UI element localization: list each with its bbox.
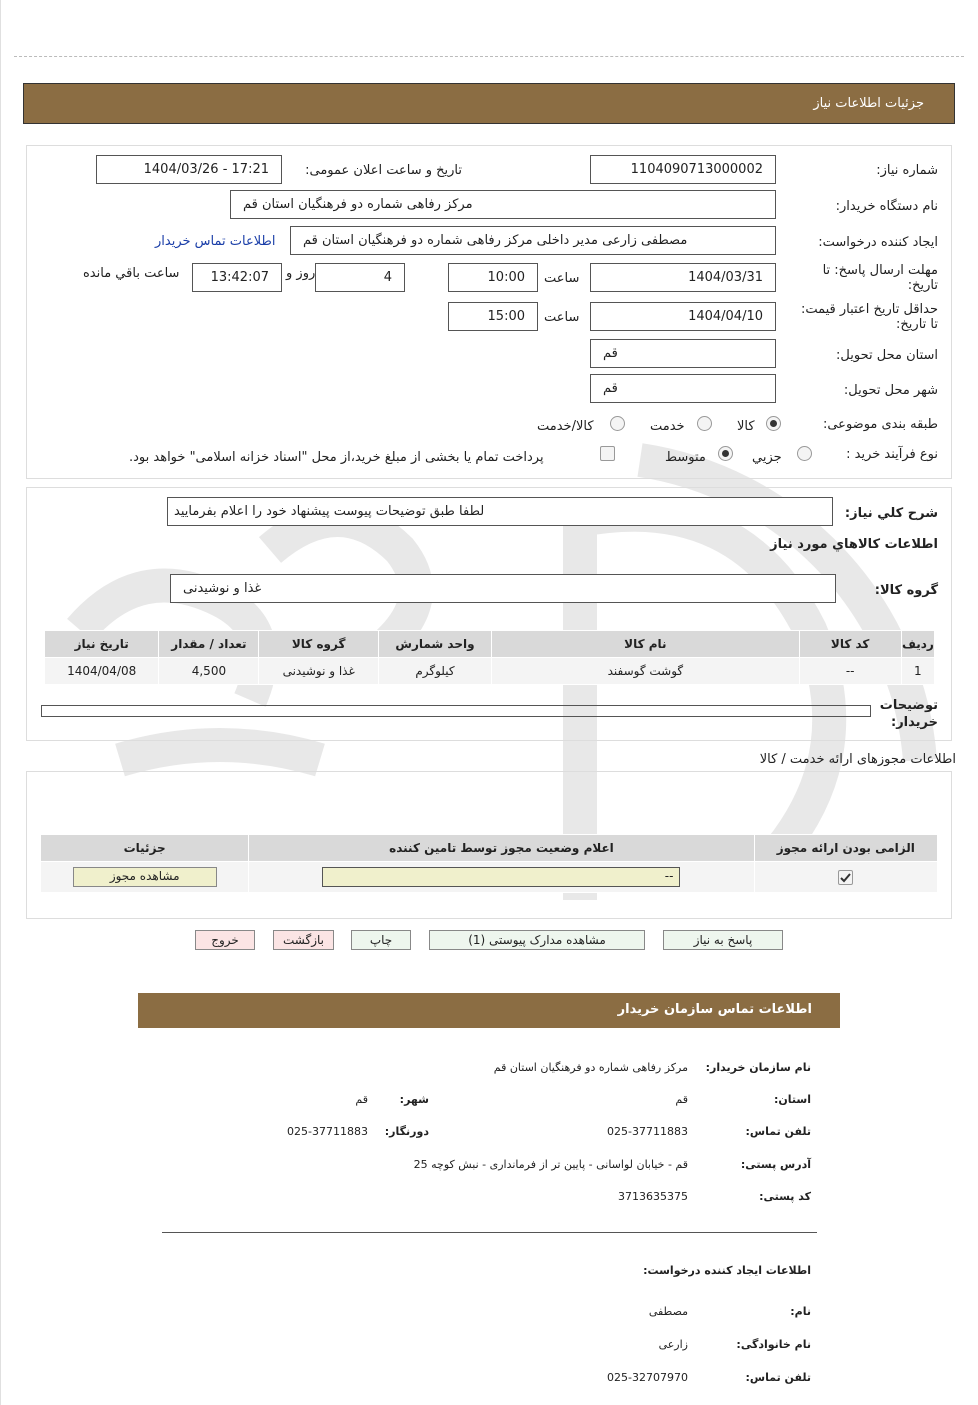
city-label: شهر محل تحویل: — [843, 383, 938, 398]
exit-button[interactable]: خروج — [195, 930, 255, 950]
announce-date-field: 1404/03/26 - 17:21 — [96, 155, 282, 184]
col-permit-required: الزامی بودن ارائه مجوز — [754, 835, 937, 862]
cell-row: 1 — [901, 658, 934, 685]
col-permit-details: جزئیات — [41, 835, 249, 862]
col-permit-status: اعلام وضعیت مجوز توسط تامین کننده — [249, 835, 754, 862]
col-code: کد کالا — [799, 631, 901, 658]
col-name: نام کالا — [492, 631, 799, 658]
contact-province-label: استان: — [774, 1093, 811, 1106]
category-goods-label: کالا — [737, 419, 755, 434]
left-edge-line — [0, 0, 1, 1405]
province-field: قم — [590, 339, 776, 368]
checkmark-icon — [839, 871, 852, 884]
deadline-time-field: 10:00 — [448, 263, 538, 292]
buyer-notes-label: توضیحات خریدار: — [879, 698, 938, 730]
col-row: رديف — [901, 631, 934, 658]
category-both-label: کالا/خدمت — [537, 419, 594, 434]
category-label: طبقه بندی موضوعی: — [822, 417, 938, 432]
contact-city-label: شهر: — [399, 1093, 429, 1106]
cell-group: غذا و نوشیدنی — [259, 658, 378, 685]
contact-province-value: قم — [675, 1093, 688, 1106]
contact-address-label: آدرس پستی: — [740, 1158, 811, 1171]
province-label: استان محل تحویل: — [836, 348, 938, 363]
category-both-radio[interactable] — [610, 416, 625, 431]
contact-phone-value: 025-37711883 — [607, 1125, 688, 1138]
attachments-button[interactable]: مشاهده مدارک پیوستی (1) — [429, 930, 645, 950]
process-minor-radio[interactable] — [797, 446, 812, 461]
buyer-contact-link[interactable]: اطلاعات تماس خریدار — [155, 234, 276, 249]
creator-info-title: اطلاعات ایجاد کننده درخواست: — [643, 1264, 811, 1277]
goods-table — [44, 630, 935, 685]
creator-family-value: زارعی — [658, 1338, 688, 1351]
creator-label: ایجاد کننده درخواست: — [818, 235, 938, 250]
buyer-org-label: نام دستگاه خریدار: — [835, 199, 938, 214]
description-field: لطفا طبق توضیحات پیوست پیشنهاد خود را اعلام بفرمایید — [167, 497, 833, 526]
validity-time-field: 15:00 — [448, 302, 538, 331]
contact-fax-label: دورنگار: — [384, 1125, 429, 1138]
days-label: روز و — [286, 266, 316, 281]
cell-code: -- — [799, 658, 901, 685]
process-label: نوع فرآیند خرید : — [846, 447, 938, 462]
permits-header-row — [41, 835, 938, 862]
city-field: قم — [590, 374, 776, 403]
back-button[interactable]: بازگشت — [273, 930, 334, 950]
cell-unit: کیلوگرم — [378, 658, 491, 685]
creator-name-value: مصطفی — [648, 1305, 688, 1318]
view-permit-button[interactable]: مشاهده مجوز — [73, 867, 217, 887]
goods-info-title: اطلاعات کالاهاي مورد نياز — [770, 537, 938, 552]
category-goods-radio[interactable] — [766, 416, 781, 431]
contact-divider — [162, 1232, 817, 1233]
contact-city-value: قم — [355, 1093, 368, 1106]
col-group: گروه کالا — [259, 631, 378, 658]
cell-qty: 4,500 — [159, 658, 259, 685]
remaining-label: ساعت باقي مانده — [83, 266, 180, 281]
cell-permit-details — [41, 862, 249, 893]
creator-phone-label: تلفن تماس: — [745, 1371, 811, 1384]
deadline-date-field: 1404/03/31 — [590, 263, 776, 292]
contact-fax-value: 025-37711883 — [287, 1125, 368, 1138]
permit-status-field[interactable]: -- — [322, 867, 680, 887]
goods-group-field: غذا و نوشیدنی — [170, 574, 836, 603]
category-service-label: خدمت — [650, 419, 685, 434]
table-row — [45, 658, 935, 685]
deadline-time-label: ساعت — [544, 271, 580, 286]
col-qty: تعداد / مقدار — [159, 631, 259, 658]
creator-phone-value: 025-32707970 — [607, 1371, 688, 1384]
permit-required-checkbox[interactable] — [838, 870, 853, 885]
treasury-payment-note: پرداخت تمام یا بخشی از مبلغ خرید،از محل "اسناد خزانه اسلامی" خواهد بود. — [129, 450, 544, 465]
process-medium-radio[interactable] — [718, 446, 733, 461]
treasury-payment-checkbox[interactable] — [600, 446, 615, 461]
creator-family-label: نام خانوادگی: — [736, 1338, 811, 1351]
need-number-label: شماره نیاز: — [876, 163, 938, 178]
contact-postal-label: کد پستی: — [759, 1190, 811, 1203]
col-unit: واحد شمارش — [378, 631, 491, 658]
permits-title: اطلاعات مجوزهای ارائه خدمت / کالا — [759, 752, 956, 767]
cell-date: 1404/04/08 — [45, 658, 159, 685]
remaining-days-field: 4 — [315, 263, 405, 292]
need-number-field: 1104090713000002 — [590, 155, 776, 184]
creator-field: مصطفی زارعی مدیر داخلی مرکز رفاهی شماره دو فرهنگیان استان قم — [290, 226, 776, 255]
contact-postal-value: 3713635375 — [618, 1190, 688, 1203]
contact-address-value: قم - خیابان لواسانی - پایین تر از فرمانداری - نبش کوچه 25 — [413, 1158, 688, 1171]
category-service-radio[interactable] — [697, 416, 712, 431]
contact-header — [138, 993, 840, 1028]
goods-group-label: گروه کالا: — [874, 583, 938, 598]
contact-phone-label: تلفن تماس: — [745, 1125, 811, 1138]
contact-org-value: مرکز رفاهی شماره دو فرهنگیان استان قم — [493, 1061, 688, 1074]
buyer-notes-field — [41, 705, 871, 717]
col-date: تاریخ نیاز — [45, 631, 159, 658]
description-label: شرح کلي نياز: — [844, 506, 938, 521]
process-medium-label: متوسط — [665, 450, 706, 465]
validity-time-label: ساعت — [544, 310, 580, 325]
contact-title: اطلاعات تماس سازمان خریدار — [617, 1002, 812, 1017]
reply-button[interactable]: پاسخ به نیاز — [663, 930, 783, 950]
buyer-org-field: مرکز رفاهی شماره دو فرهنگیان استان قم — [230, 190, 776, 219]
top-divider — [14, 56, 964, 57]
page-title: جزئیات اطلاعات نیاز — [813, 96, 924, 111]
process-minor-label: جزيي — [752, 450, 782, 465]
table-row — [41, 862, 938, 893]
cell-permit-status — [249, 862, 754, 893]
print-button[interactable]: چاپ — [351, 930, 411, 950]
announce-date-label: تاریخ و ساعت اعلان عمومی: — [305, 163, 462, 178]
contact-org-label: نام سازمان خریدار: — [705, 1061, 811, 1074]
goods-table-header-row — [45, 631, 935, 658]
creator-name-label: نام: — [790, 1305, 811, 1318]
cell-name: گوشت گوسفند — [492, 658, 799, 685]
deadline-label: مهلت ارسال پاسخ: تا تاریخ: — [822, 263, 938, 293]
remaining-time-field: 13:42:07 — [192, 263, 282, 292]
validity-label: حداقل تاریخ اعتبار قیمت: تا تاریخ: — [800, 302, 938, 332]
permits-table — [40, 834, 938, 893]
cell-permit-required — [754, 862, 937, 893]
validity-date-field: 1404/04/10 — [590, 302, 776, 331]
page-header — [23, 83, 955, 124]
